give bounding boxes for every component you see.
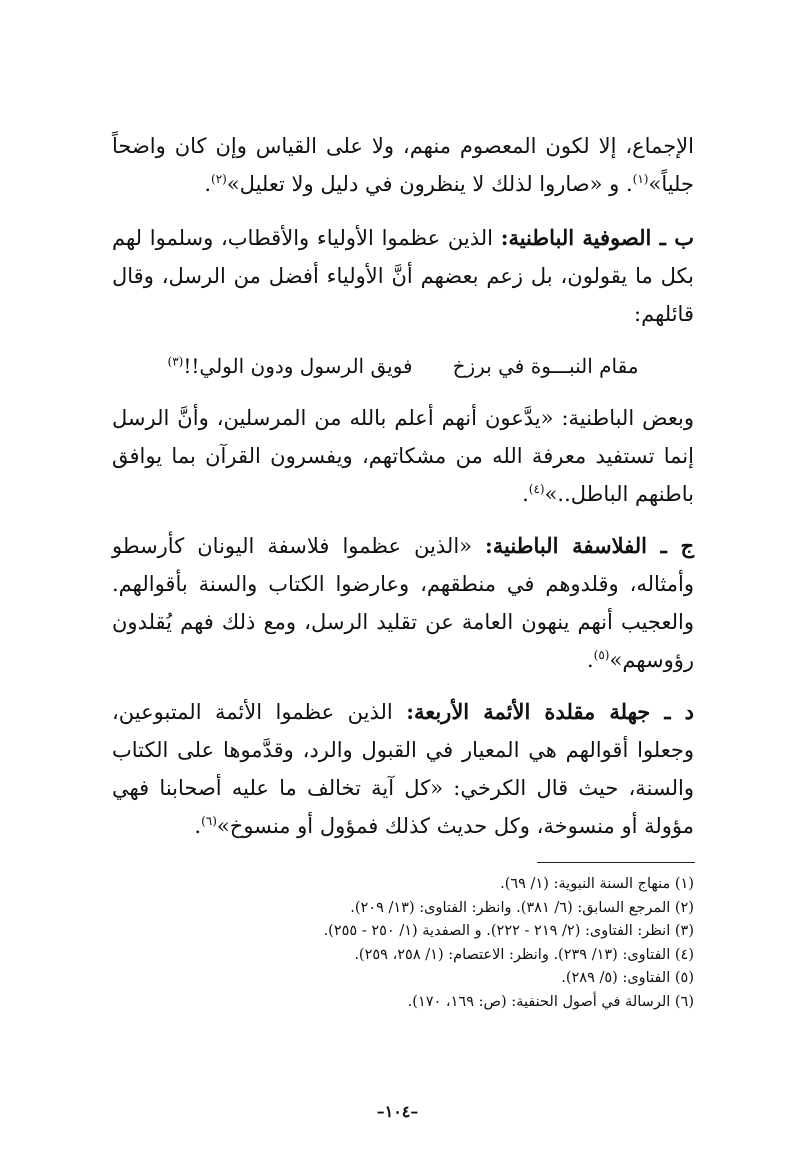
paragraph-text: . — [204, 172, 211, 196]
footnotes — [112, 873, 694, 1014]
footnote-ref[interactable]: (٣) — [167, 354, 184, 369]
footnote-ref[interactable]: (٤) — [528, 482, 545, 496]
paragraph-text: . — [194, 814, 202, 838]
footnote-3: (٣) انظر: الفتاوى: (٢/ ٢١٩ - ٢٢٢). و الصفدية (١/ ٢٥٠ - ٢٥٥). — [323, 923, 694, 939]
footnote-ref[interactable]: (٢) — [211, 172, 227, 186]
paragraph-text: . — [586, 648, 594, 672]
footnote-divider — [537, 862, 695, 863]
section-heading: ب ـ الصوفية الباطنية: — [500, 225, 694, 250]
poem-hemistich-left — [168, 347, 413, 385]
section-heading: ج ـ الفلاسفة الباطنية: — [485, 533, 695, 558]
footnote-2: (٢) المرجع السابق: (٦/ ٣٨١). وانظر: الفتاوى: (١٣/ ٢٠٩). — [350, 899, 694, 916]
page-number: –١٠٤– — [376, 1102, 419, 1121]
section-heading: د ـ جهلة مقلدة الأئمة الأربعة: — [406, 699, 694, 724]
poem-verse — [112, 347, 694, 385]
paragraph-text: «الذين عظموا فلاسفة اليونان كأرسطو وأمثاله، وقلدوهم في منطقهم، وعارضوا الكتاب والسنة بأقوالهم. والعجيب أنهم ينهون العامة عن تقليد الرسل، ومع ذلك فهم يُقلدون رؤوسهم» — [112, 534, 694, 672]
main-text — [112, 127, 694, 859]
footnote-6: (٦) الرسالة في أصول الحنفية: (ص: ١٦٩، ١٧٠). — [407, 993, 694, 1010]
paragraph-text: الإجماع، إلا لكون المعصوم منهم، ولا على القياس وإن كان واضحاً جلياً» — [112, 134, 694, 196]
paragraph-muqallida — [112, 693, 694, 845]
paragraph-text: . — [522, 482, 529, 506]
paragraph-text: وبعض الباطنية: «يدَّعون أنهم أعلم بالله من المرسلين، وأنَّ الرسل إنما تستفيد معرفة الله من مشكاتهم، ويفسرون القرآن بما يوافق باطنهم الباطل..» — [112, 406, 694, 506]
paragraph-text: . و «صاروا لذلك لا ينظرون في دليل ولا تعليل» — [226, 172, 633, 196]
paragraph-text: الذين عظموا الأئمة المتبوعين، وجعلوا أقوالهم هي المعيار في القبول والرد، وقدَّموها على الكتاب والسنة، حيث قال الكرخي: «كل آية تخالف ما عليه أصحابنا فهي مؤولة أو منسوخة، وكل حديث كذلك فمؤول أو منسوخ» — [112, 700, 694, 838]
footnote-1: (١) منهاج السنة النبوية: (١/ ٦٩). — [500, 876, 694, 892]
footnote-4: (٤) الفتاوى: (١٣/ ٢٣٩). وانظر: الاعتصام: (١/ ٢٥٨، ٢٥٩). — [354, 946, 694, 963]
paragraph-sufiyya — [112, 219, 694, 333]
paragraph-batiniyya — [112, 399, 694, 513]
footnote-ref[interactable]: (٥) — [593, 648, 610, 662]
footnote-5: (٥) الفتاوى: (٥/ ٢٨٩). — [561, 970, 694, 986]
footnote-ref[interactable]: (١) — [632, 172, 649, 186]
poem-text: فويق الرسول ودون الولي!! — [183, 354, 413, 378]
footnote-ref[interactable]: (٦) — [201, 814, 217, 828]
paragraph-ijma — [112, 127, 694, 203]
paragraph-falasifa — [112, 527, 694, 679]
poem-hemistich-right: مقام النبـــوة في برزخ — [452, 354, 639, 378]
paragraph-text: الذين عظموا الأولياء والأقطاب، وسلموا لهم بكل ما يقولون، بل زعم بعضهم أنَّ الأولياء أفضل من الرسل، وقال قائلهم: — [112, 226, 694, 326]
